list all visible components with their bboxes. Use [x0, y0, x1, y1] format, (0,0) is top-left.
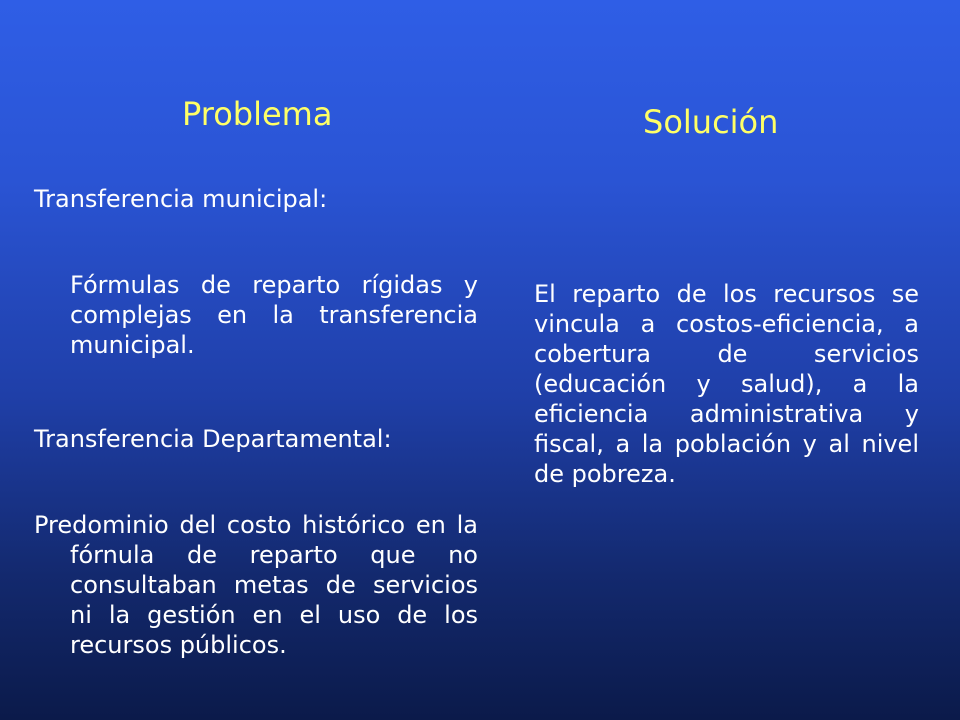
solution-text: El reparto de los recursos se vincula a costos-eficiencia, a cobertura de servicios (educación y salud), a la eficiencia administrativa y fiscal, a la población y al nivel de pobreza. [534, 280, 919, 488]
solution-heading: Solución [643, 103, 779, 141]
departmental-transfer-text: Predominio del costo histórico en la fórnula de reparto que no consultaban metas de servicios ni la gestión en el uso de los recursos públicos. [34, 511, 478, 659]
municipal-transfer-text: Fórmulas de reparto rígidas y complejas en la transferencia municipal. [70, 271, 478, 359]
departmental-transfer-label: Transferencia Departamental: [34, 425, 392, 453]
municipal-transfer-label: Transferencia municipal: [34, 185, 328, 213]
problem-heading: Problema [182, 95, 333, 133]
